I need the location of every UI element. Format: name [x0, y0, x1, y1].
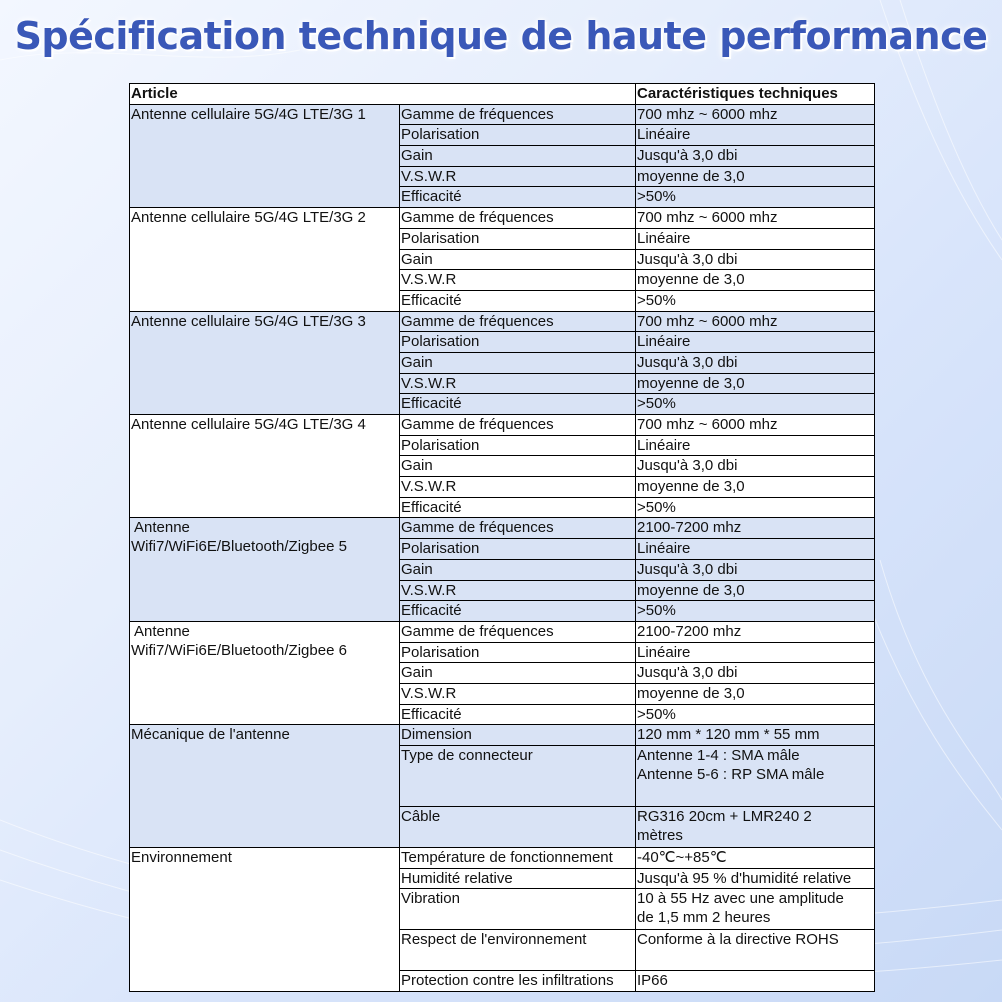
item-cell: Antenne cellulaire 5G/4G LTE/3G 3 — [130, 311, 400, 414]
param-cell: V.S.W.R — [400, 373, 636, 394]
param-cell: V.S.W.R — [400, 270, 636, 291]
param-cell: Température de fonctionnement — [400, 848, 636, 869]
value-cell: 700 mhz ~ 6000 mhz — [636, 415, 875, 436]
table-row — [130, 208, 875, 229]
table-row — [130, 415, 875, 436]
value-cell: Jusqu'à 3,0 dbi — [636, 559, 875, 580]
value-cell: Jusqu'à 3,0 dbi — [636, 663, 875, 684]
value-cell: moyenne de 3,0 — [636, 477, 875, 498]
value-cell: Linéaire — [636, 539, 875, 560]
table-row — [130, 311, 875, 332]
item-cell: Mécanique de l'antenne — [130, 725, 400, 848]
value-cell: 700 mhz ~ 6000 mhz — [636, 104, 875, 125]
value-cell: >50% — [636, 497, 875, 518]
value-cell: 2100-7200 mhz — [636, 518, 875, 539]
value-cell: Conforme à la directive ROHS — [636, 930, 875, 971]
param-cell: Efficacité — [400, 394, 636, 415]
table-row — [130, 104, 875, 125]
param-cell: Type de connecteur — [400, 746, 636, 807]
value-cell: moyenne de 3,0 — [636, 270, 875, 291]
value-cell-line1: RG316 20cm + LMR240 2 — [637, 808, 812, 825]
value-cell: -40℃~+85℃ — [636, 848, 875, 869]
param-cell: Polarisation — [400, 228, 636, 249]
param-cell: Efficacité — [400, 601, 636, 622]
param-cell: Gain — [400, 352, 636, 373]
param-cell: Vibration — [400, 889, 636, 930]
value-cell-line2: mètres — [637, 827, 683, 844]
param-cell: Polarisation — [400, 642, 636, 663]
param-cell: Gamme de fréquences — [400, 104, 636, 125]
item-cell: Antenne cellulaire 5G/4G LTE/3G 2 — [130, 208, 400, 311]
param-cell: Gamme de fréquences — [400, 518, 636, 539]
table-row — [130, 621, 875, 642]
param-cell: Gain — [400, 559, 636, 580]
value-cell: >50% — [636, 704, 875, 725]
param-cell: V.S.W.R — [400, 683, 636, 704]
value-cell: Linéaire — [636, 125, 875, 146]
value-cell — [636, 746, 875, 807]
param-cell: Gain — [400, 249, 636, 270]
param-cell: Humidité relative — [400, 868, 636, 889]
value-cell-line2: Antenne 5-6 : RP SMA mâle — [637, 766, 825, 783]
param-cell: Protection contre les infiltrations — [400, 971, 636, 992]
value-cell: Jusqu'à 3,0 dbi — [636, 146, 875, 167]
param-cell: Polarisation — [400, 332, 636, 353]
value-cell: >50% — [636, 601, 875, 622]
item-cell-line1: Antenne — [134, 622, 190, 640]
param-cell: Respect de l'environnement — [400, 930, 636, 971]
param-cell: V.S.W.R — [400, 477, 636, 498]
value-cell: >50% — [636, 290, 875, 311]
item-cell: Antenne cellulaire 5G/4G LTE/3G 1 — [130, 104, 400, 207]
param-cell: Polarisation — [400, 435, 636, 456]
value-cell: Linéaire — [636, 435, 875, 456]
value-cell: Linéaire — [636, 228, 875, 249]
param-cell: V.S.W.R — [400, 580, 636, 601]
item-cell-line2: Wifi7/WiFi6E/Bluetooth/Zigbee 5 — [131, 538, 347, 556]
table-row — [130, 848, 875, 869]
table-row — [130, 725, 875, 746]
value-cell: 120 mm * 120 mm * 55 mm — [636, 725, 875, 746]
item-cell: Antenne cellulaire 5G/4G LTE/3G 4 — [130, 415, 400, 518]
value-cell: Jusqu'à 3,0 dbi — [636, 456, 875, 477]
value-cell: 700 mhz ~ 6000 mhz — [636, 311, 875, 332]
param-cell: V.S.W.R — [400, 166, 636, 187]
item-cell-line2: Wifi7/WiFi6E/Bluetooth/Zigbee 6 — [131, 641, 347, 659]
param-cell: Efficacité — [400, 497, 636, 518]
value-cell-line1: Antenne 1-4 : SMA mâle — [637, 747, 800, 764]
param-cell: Gamme de fréquences — [400, 621, 636, 642]
item-cell-line1: Antenne — [134, 519, 190, 537]
param-cell: Efficacité — [400, 290, 636, 311]
value-cell: IP66 — [636, 971, 875, 992]
item-cell: Environnement — [130, 848, 400, 992]
param-cell: Gain — [400, 663, 636, 684]
value-cell: Linéaire — [636, 642, 875, 663]
param-cell: Câble — [400, 807, 636, 848]
table-row — [130, 518, 875, 539]
param-cell: Polarisation — [400, 125, 636, 146]
value-cell: moyenne de 3,0 — [636, 373, 875, 394]
value-cell: Linéaire — [636, 332, 875, 353]
value-cell-line2: de 1,5 mm 2 heures — [637, 909, 771, 927]
value-cell — [636, 807, 875, 848]
param-cell: Polarisation — [400, 539, 636, 560]
param-cell: Gamme de fréquences — [400, 415, 636, 436]
value-cell-line1: 10 à 55 Hz avec une amplitude — [637, 890, 844, 908]
value-cell: Jusqu'à 95 % d'humidité relative — [636, 868, 875, 889]
value-cell: moyenne de 3,0 — [636, 683, 875, 704]
spec-table — [129, 83, 875, 992]
param-cell: Efficacité — [400, 704, 636, 725]
item-cell — [130, 621, 400, 724]
param-cell: Efficacité — [400, 187, 636, 208]
param-cell: Gamme de fréquences — [400, 311, 636, 332]
value-cell: >50% — [636, 187, 875, 208]
item-cell — [130, 518, 400, 621]
value-cell: Jusqu'à 3,0 dbi — [636, 352, 875, 373]
value-cell — [636, 889, 875, 930]
header-specs: Caractéristiques techniques — [636, 84, 875, 105]
header-row — [130, 84, 875, 105]
param-cell: Dimension — [400, 725, 636, 746]
param-cell: Gamme de fréquences — [400, 208, 636, 229]
page-title: Spécification technique de haute performance — [14, 14, 988, 58]
value-cell: 2100-7200 mhz — [636, 621, 875, 642]
value-cell: Jusqu'à 3,0 dbi — [636, 249, 875, 270]
value-cell: >50% — [636, 394, 875, 415]
param-cell: Gain — [400, 146, 636, 167]
value-cell: 700 mhz ~ 6000 mhz — [636, 208, 875, 229]
value-cell: moyenne de 3,0 — [636, 580, 875, 601]
header-article: Article — [130, 84, 636, 105]
value-cell: moyenne de 3,0 — [636, 166, 875, 187]
param-cell: Gain — [400, 456, 636, 477]
